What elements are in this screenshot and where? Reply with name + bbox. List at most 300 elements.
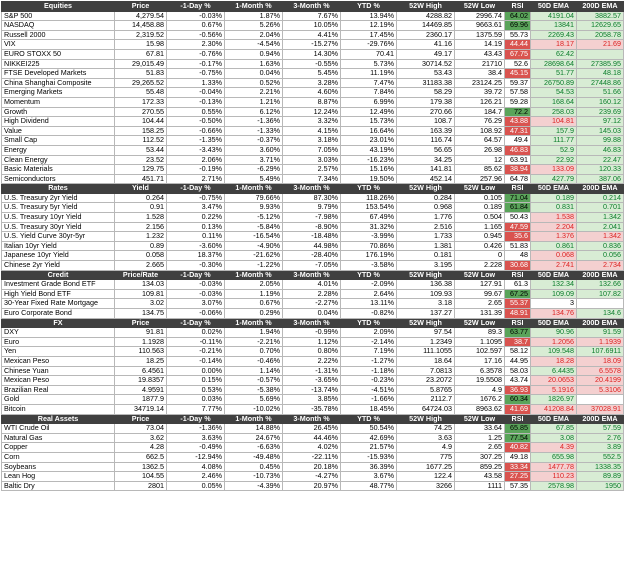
cell: 23.2072 [397,376,455,386]
cell: 104.55 [115,472,167,482]
table-row [2,241,624,251]
rsi-cell: 33.34 [505,462,531,472]
cell: 2.57% [283,165,341,175]
section-header-row [2,414,624,424]
rsi-cell: 60.34 [505,395,531,405]
ema50-cell: 5.1916 [531,385,577,395]
ema50-cell: 2.204 [531,222,577,232]
section-header-row [2,2,624,12]
cell: 0.945 [455,232,505,242]
cell: -0.03% [167,280,225,290]
cell: 0.45% [225,462,283,472]
cell: 0.181 [397,251,455,261]
ema200-cell: 132.66 [577,280,624,290]
cell: 14,458.88 [115,21,167,31]
ema50-cell: 2269.43 [531,30,577,40]
cell: 55.48 [115,88,167,98]
cell: -2.27% [283,299,341,309]
cell: 153.54% [341,203,397,213]
column-header: -1-Day % [167,2,225,12]
ema50-cell: 18.28 [531,356,577,366]
cell: 9.79% [283,203,341,213]
cell: 0.00% [167,366,225,376]
cell: 31183.38 [397,78,455,88]
column-header: Price [115,318,167,328]
section-title: FX [2,318,115,328]
cell: 775 [397,452,455,462]
cell: 0.91 [115,203,167,213]
asset-name: WTI Crude Oil [2,424,115,434]
cell: 21.57% [341,443,397,453]
cell: 7.34% [283,174,341,184]
cell: 0.89 [115,241,167,251]
cell: 5.73% [341,59,397,69]
column-header: 50D EMA [531,2,577,12]
cell: -2.09% [341,280,397,290]
cell: 6.99% [341,97,397,107]
asset-name: Lean Hog [2,472,115,482]
cell: 49.17 [397,49,455,59]
rsi-cell: 64.78 [505,174,531,184]
ema200-cell: 46.83 [577,145,624,155]
asset-name: U.S. Yield Curve 30yr-5yr [2,232,115,242]
cell: 44.46% [283,433,341,443]
rsi-cell: 59.37 [505,78,531,88]
table-row [2,97,624,107]
cell: 0.67% [225,299,283,309]
asset-name: High Dividend [2,117,115,127]
cell: 163.39 [397,126,455,136]
cell: -35.78% [283,404,341,414]
cell: 19.50% [341,174,397,184]
cell: -0.37% [225,136,283,146]
cell: 15.16% [341,165,397,175]
cell: 1.232 [115,232,167,242]
cell: 5.45% [283,69,341,79]
column-header: 52W High [397,184,455,194]
asset-name: Mexican Peso [2,376,115,386]
cell: 97.54 [397,328,455,338]
cell: 2.64% [341,289,397,299]
rsi-cell: 48 [505,251,531,261]
ema50-cell: 133.09 [531,165,577,175]
cell: 18.45% [341,404,397,414]
cell: 3.03% [283,155,341,165]
table-row [2,30,624,40]
cell: -3.99% [341,232,397,242]
cell: 3.71% [225,155,283,165]
cell: 58.29 [397,88,455,98]
ema50-cell: 13841 [531,21,577,31]
ema200-cell: 1.342 [577,232,624,242]
cell: 1.381 [397,241,455,251]
asset-name: Emerging Markets [2,88,115,98]
cell: 4288.82 [397,11,455,21]
cell: 79.66% [225,193,283,203]
ema50-cell: 132.34 [531,280,577,290]
cell: 1.94% [225,328,283,338]
cell: 452.14 [397,174,455,184]
ema200-cell: 1.342 [577,213,624,223]
ema50-cell: 4.39 [531,443,577,453]
column-header: 52W Low [455,270,505,280]
cell: -4.39% [225,481,283,491]
rsi-cell: 49.18 [505,452,531,462]
table-row [2,261,624,271]
column-header: Price/Rate [115,270,167,280]
rsi-cell: 52.6 [505,59,531,69]
cell: 1677.25 [397,462,455,472]
ema200-cell: 0.836 [577,241,624,251]
cell: 2360.17 [397,30,455,40]
cell: -1.35% [167,136,225,146]
table-row [2,174,624,184]
cell: 29,265.52 [115,78,167,88]
cell: -1.27% [341,356,397,366]
column-header: 1-Month % [225,270,283,280]
cell: 7.19% [341,347,397,357]
table-row [2,481,624,491]
cell: 176.19% [341,251,397,261]
rsi-cell: 47.31 [505,126,531,136]
asset-name: Mexican Peso [2,356,115,366]
ema200-cell: 3882.57 [577,11,624,21]
cell: -2.21% [225,337,283,347]
cell: 0.968 [397,203,455,213]
cell: 0 [455,251,505,261]
ema200-cell: 20.4199 [577,376,624,386]
cell: -0.76% [167,49,225,59]
table-row [2,107,624,117]
cell: -4.54% [225,40,283,50]
cell: -0.11% [167,337,225,347]
cell: 859.25 [455,462,505,472]
ema200-cell: 27385.95 [577,59,624,69]
table-row [2,443,624,453]
cell: 2.06% [167,155,225,165]
cell: -0.50% [167,117,225,127]
cell: 179.38 [397,97,455,107]
ema200-cell: 0.056 [577,251,624,261]
ema50-cell: 109.09 [531,289,577,299]
cell: 39.72 [455,88,505,98]
cell: 122.4 [397,472,455,482]
cell: 0.05% [167,481,225,491]
section-header-row [2,318,624,328]
ema200-cell: 51.66 [577,88,624,98]
cell: 12.19% [341,21,397,31]
cell: -49.48% [225,452,283,462]
rsi-cell: 71.04 [505,193,531,203]
asset-name: U.S. Treasury 5yr Yield [2,203,115,213]
cell: 2.665 [115,261,167,271]
cell: 2.228 [455,261,505,271]
ema200-cell: 12629.65 [577,21,624,31]
cell: 2.22% [283,356,341,366]
ema50-cell: 1.376 [531,232,577,242]
cell: 257.96 [455,174,505,184]
asset-name: Gold [2,395,115,405]
cell: 451.71 [115,174,167,184]
rsi-cell: 44.95 [505,356,531,366]
cell: -2.14% [341,337,397,347]
cell: 23.52 [115,155,167,165]
cell: 0.058 [115,251,167,261]
cell: 3.85% [283,395,341,405]
cell: -7.98% [283,213,341,223]
cell: 3.63 [397,433,455,443]
ema50-cell: 0.189 [531,193,577,203]
ema200-cell: 37028.91 [577,404,624,414]
cell: -16.54% [225,232,283,242]
cell: 2996.74 [455,11,505,21]
cell: -0.30% [167,261,225,271]
cell: 30714.52 [397,59,455,69]
ema200-cell: 6.5578 [577,366,624,376]
cell: 2,319.52 [115,30,167,40]
rsi-cell: 30.68 [505,261,531,271]
cell: 3.63% [167,433,225,443]
asset-name: Investment Grade Bond ETF [2,280,115,290]
cell: 3.67% [341,472,397,482]
cell: 44.98% [283,241,341,251]
table-row [2,213,624,223]
rsi-cell: 49.4 [505,136,531,146]
asset-name: Momentum [2,97,115,107]
cell: 2.30% [167,40,225,50]
cell: 4.9 [397,443,455,453]
table-row [2,193,624,203]
column-header: 200D EMA [577,2,624,12]
cell: 2.21% [225,88,283,98]
asset-name: Italian 10yr Yield [2,241,115,251]
cell: 29,015.49 [115,59,167,69]
ema200-cell: 91.59 [577,328,624,338]
cell: 5.8765 [397,385,455,395]
cell: 7.0813 [397,366,455,376]
asset-name: Yen [2,347,115,357]
ema200-cell: 2058.78 [577,30,624,40]
cell: 2.156 [115,222,167,232]
cell: 53.43 [397,69,455,79]
cell: -8.90% [283,222,341,232]
asset-name: U.S. Treasury 30yr Yield [2,222,115,232]
cell: 67.81 [115,49,167,59]
cell: 0.105 [455,193,505,203]
ema200-cell: 160.12 [577,97,624,107]
cell: -22.11% [283,452,341,462]
asset-name: Euro [2,337,115,347]
rsi-cell: 77.54 [505,433,531,443]
ema200-cell: 21.69 [577,40,624,50]
column-header: RSI [505,184,531,194]
cell: 67.49% [341,213,397,223]
cell: -6.29% [225,165,283,175]
cell: -0.82% [341,309,397,319]
asset-name: DXY [2,328,115,338]
cell: 12.24% [283,107,341,117]
ema50-cell: 54.53 [531,88,577,98]
cell: 21710 [455,59,505,69]
table-row [2,299,624,309]
cell: 14469.85 [397,21,455,31]
rsi-cell: 45.15 [505,69,531,79]
cell: 15.73% [341,117,397,127]
cell: 3.47% [167,203,225,213]
cell: 0.264 [115,193,167,203]
cell: 2.09% [341,328,397,338]
cell: 141.81 [397,165,455,175]
ema50-cell: 6.4435 [531,366,577,376]
ema200-cell [577,49,624,59]
cell: 1362.5 [115,462,167,472]
rsi-cell: 50.43 [505,213,531,223]
ema50-cell: 0.861 [531,241,577,251]
ema50-cell: 168.64 [531,97,577,107]
table-row [2,395,624,405]
column-header: -1-Day % [167,184,225,194]
cell: 109.93 [397,289,455,299]
cell: 1.1928 [115,337,167,347]
cell: 8963.62 [455,404,505,414]
table-row [2,337,624,347]
ema200-cell: 134.6 [577,309,624,319]
column-header: YTD % [341,270,397,280]
column-header: 3-Month % [283,270,341,280]
cell: 1.776 [397,213,455,223]
column-header: 52W High [397,270,455,280]
cell: 0.80% [283,347,341,357]
column-header: RSI [505,2,531,12]
cell: -0.75% [167,193,225,203]
cell: 0.04% [225,69,283,79]
asset-name: Baltic Dry [2,481,115,491]
rsi-cell: 38.7 [505,337,531,347]
ema200-cell: 145.03 [577,126,624,136]
cell: -5.12% [225,213,283,223]
cell: 33.64 [455,424,505,434]
cell: 7.67% [283,11,341,21]
ema50-cell: 427.79 [531,174,577,184]
cell: 34719.14 [115,404,167,414]
cell: 116.74 [397,136,455,146]
cell: -0.13% [167,97,225,107]
cell: 0.03% [167,395,225,405]
cell: -10.73% [225,472,283,482]
ema50-cell: 18.17 [531,40,577,50]
rsi-cell: 55.37 [505,299,531,309]
cell: 74.25 [397,424,455,434]
column-header: 1-Month % [225,2,283,12]
ema200-cell: 27448.86 [577,78,624,88]
asset-name: Euro Corporate Bond [2,309,115,319]
cell: 87.30% [283,193,341,203]
cell: 1111 [455,481,505,491]
ema200-cell: 5.3106 [577,385,624,395]
rsi-cell: 57.58 [505,88,531,98]
cell: 1676.2 [455,395,505,405]
cell: 51.83 [115,69,167,79]
cell: 20.18% [283,462,341,472]
table-row [2,385,624,395]
cell: 7.77% [167,404,225,414]
column-header: YTD % [341,414,397,424]
rsi-cell: 61.84 [505,203,531,213]
ema50-cell: 4191.04 [531,11,577,21]
column-header: YTD % [341,318,397,328]
table-row [2,155,624,165]
rsi-cell: 36.93 [505,385,531,395]
ema200-cell: 1950 [577,481,624,491]
cell: 70.86% [341,241,397,251]
ema50-cell: 0.831 [531,203,577,213]
cell: 0.11% [167,232,225,242]
cell: 4.28 [115,443,167,453]
table-row [2,136,624,146]
ema200-cell: 2.76 [577,433,624,443]
table-row [2,78,624,88]
cell: -0.56% [167,30,225,40]
ema50-cell: 62.42 [531,49,577,59]
cell: -15.27% [283,40,341,50]
ema200-cell: 387.06 [577,174,624,184]
table-row [2,356,624,366]
table-row [2,462,624,472]
rsi-cell: 65.85 [505,424,531,434]
cell: 1375.59 [455,30,505,40]
table-row [2,424,624,434]
asset-name: S&P 500 [2,11,115,21]
table-row [2,452,624,462]
rsi-cell: 51.83 [505,241,531,251]
cell: 41.16 [397,40,455,50]
column-header: 52W High [397,318,455,328]
ema50-cell: 104.81 [531,117,577,127]
cell: 270.66 [397,107,455,117]
cell: 12 [455,155,505,165]
cell: 3.07% [167,299,225,309]
ema200-cell: 3.89 [577,443,624,453]
cell: -3.65% [283,376,341,386]
rsi-cell: 58.12 [505,347,531,357]
table-row [2,203,624,213]
cell: 73.04 [115,424,167,434]
ema200-cell: 22.47 [577,155,624,165]
column-header: Price [115,414,167,424]
cell: 2801 [115,481,167,491]
ema200-cell: 239.69 [577,107,624,117]
table-body [2,2,624,491]
cell: 0.04% [283,309,341,319]
column-header: 200D EMA [577,414,624,424]
cell: 0.284 [397,193,455,203]
cell: 7.84% [341,88,397,98]
cell: 0.426 [455,241,505,251]
ema50-cell: 41208.84 [531,404,577,414]
table-row [2,366,624,376]
asset-name: Chinese 2yr Yield [2,261,115,271]
cell: 2.04% [225,30,283,40]
ema200-cell: 120.33 [577,165,624,175]
cell: 172.33 [115,97,167,107]
section-header-row [2,270,624,280]
cell: -16.23% [341,155,397,165]
asset-name: Natural Gas [2,433,115,443]
asset-name: Energy [2,145,115,155]
cell: -0.14% [167,356,225,366]
ema50-cell: 3.08 [531,433,577,443]
rsi-cell: 40.82 [505,443,531,453]
